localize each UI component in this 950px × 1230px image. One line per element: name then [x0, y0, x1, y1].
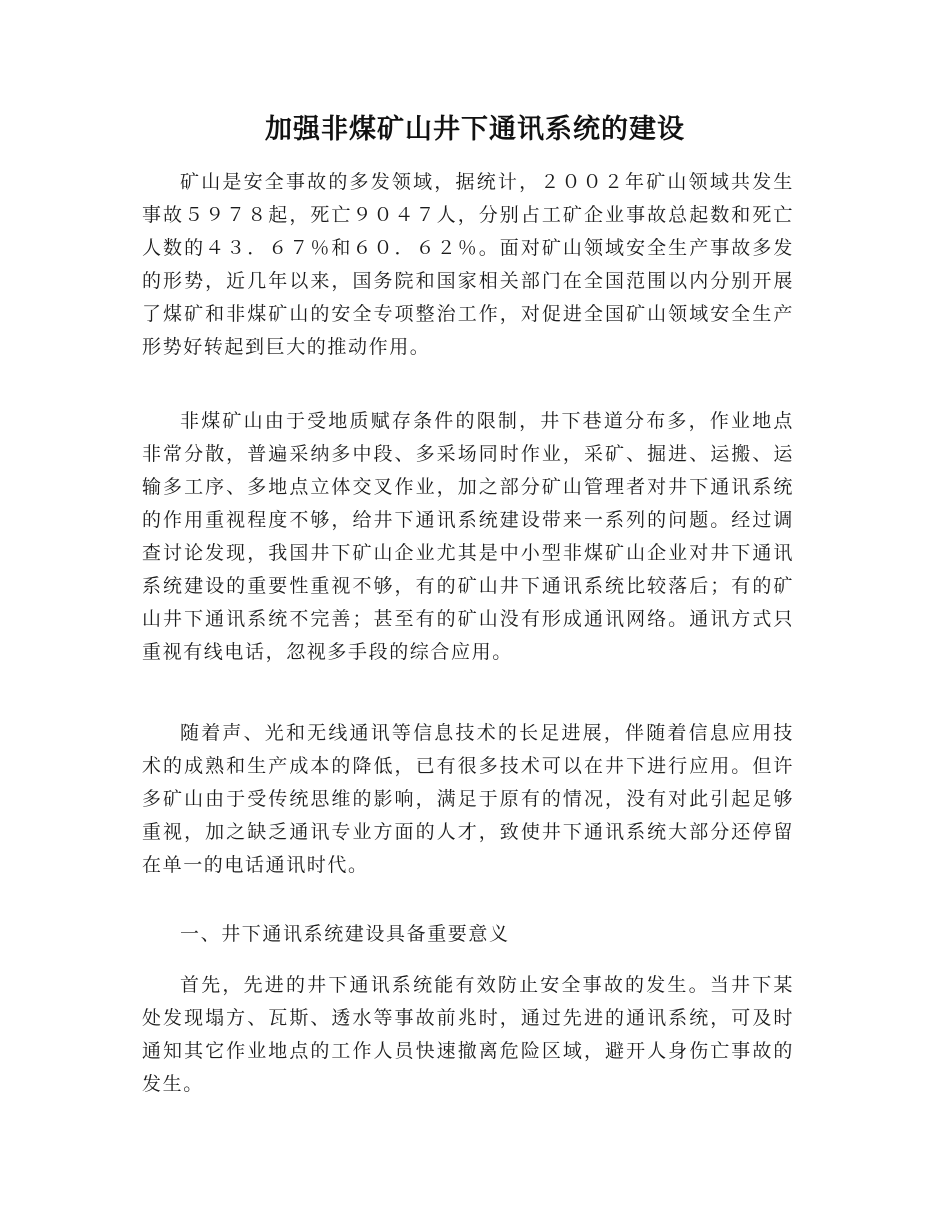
paragraph-2: 非煤矿山由于受地质赋存条件的限制，井下巷道分布多，作业地点非常分散，普遍采纳多中段、多采场同时作业，采矿、掘进、运搬、运输多工序、多地点立体交叉作业，加之部分矿山管理者对井下通讯系统的作用重视程度不够，给井下通讯系统建设带来一系列的问题。经过调查讨论发现，我国井下矿山企业尤其是中小型非煤矿山企业对井下通讯系统建设的重要性重视不够，有的矿山井下通讯系统比较落后；有的矿山井下通讯系统不完善；甚至有的矿山没有形成通讯网络。通讯方式只重视有线电话，忽视多手段的综合应用。	[142, 410, 794, 663]
document-title: 加强非煤矿山井下通讯系统的建设	[265, 114, 685, 145]
paragraph-3: 随着声、光和无线通讯等信息技术的长足进展，伴随着信息应用技术的成熟和生产成本的降低，已有很多技术可以在井下进行应用。但许多矿山由于受传统思维的影响，满足于原有的情况，没有对此引起足够重视，加之缺乏通讯专业方面的人才，致使井下通讯系统大部分还停留在单一的电话通讯时代。	[142, 722, 794, 876]
paragraph-1: 矿山是安全事故的多发领域，据统计，２００２年矿山领域共发生事故５９７８起，死亡９０４７人，分别占工矿企业事故总起数和死亡人数的４３．６７％和６０．６２％。面对矿山领域安全生产事故多发的形势，近几年以来，国务院和国家相关部门在全国范围以内分别开展了煤矿和非煤矿山的安全专项整治工作，对促进全国矿山领域安全生产形势好转起到巨大的推动作用。	[142, 171, 794, 358]
paragraph-4: 首先，先进的井下通讯系统能有效防止安全事故的发生。当井下某处发现塌方、瓦斯、透水等事故前兆时，通过先进的通讯系统，可及时通知其它作业地点的工作人员快速撤离危险区域，避开人身伤亡事故的发生。	[142, 974, 794, 1095]
section-heading: 一、井下通讯系统建设具备重要意义	[180, 923, 510, 945]
